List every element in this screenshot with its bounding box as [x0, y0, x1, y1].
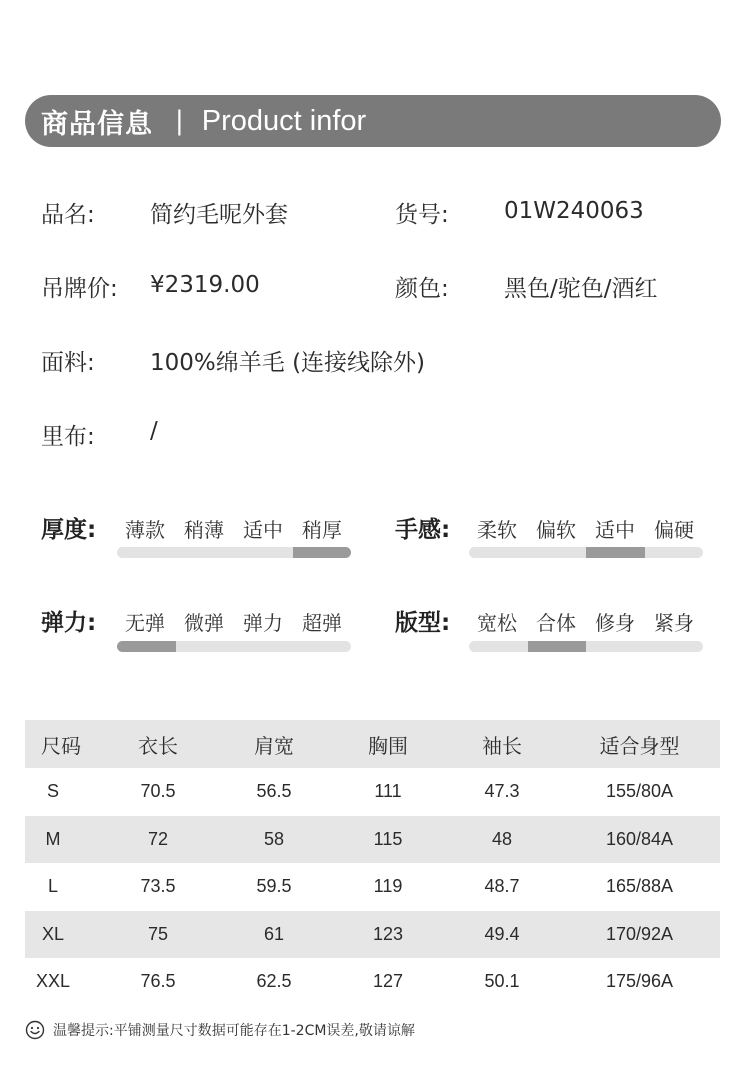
color-value: 黑色/驼色/酒红: [504, 276, 658, 302]
table-cell: 75: [99, 911, 217, 959]
table-cell: 119: [373, 876, 403, 897]
table-cell: 47.3: [484, 781, 520, 802]
feel-option: 适中: [595, 518, 635, 542]
thickness-indicator: [293, 547, 352, 558]
table-cell: 170/92A: [559, 911, 720, 959]
thickness-option: 稍厚: [302, 518, 342, 542]
thickness-options: [125, 514, 361, 543]
table-header-row: [25, 720, 720, 768]
table-cell: 127: [372, 971, 404, 992]
thickness-option: 薄款: [125, 518, 165, 542]
price-label: 吊牌价:: [41, 276, 118, 302]
table-cell: 59.5: [256, 876, 292, 897]
thickness-option: 适中: [243, 518, 283, 542]
color-label: 颜色:: [395, 276, 449, 302]
section-header: [25, 95, 721, 147]
elasticity-option: 微弹: [184, 611, 224, 635]
column-header: 袖长: [445, 720, 559, 768]
fabric-label: 面料:: [41, 350, 95, 376]
elasticity-indicator: [117, 641, 176, 652]
column-header: 肩宽: [217, 720, 331, 768]
thickness-scale: [117, 547, 351, 558]
feel-label: 手感:: [395, 517, 451, 543]
table-cell: 165/88A: [605, 876, 674, 897]
elasticity-scale: [117, 641, 351, 652]
size-table: [25, 720, 720, 1006]
fit-options: [477, 607, 713, 636]
elasticity-option: 弹力: [243, 611, 283, 635]
column-header: 胸围: [331, 720, 445, 768]
table-cell: 111: [374, 781, 402, 802]
tip-text: 温馨提示:平铺测量尺寸数据可能存在1-2CM误差,敬请谅解: [53, 1023, 415, 1039]
table-row: [25, 863, 720, 911]
thickness-label: 厚度:: [41, 517, 97, 543]
section-title-en: Product infor: [201, 104, 367, 137]
measurement-tip: [25, 1020, 415, 1040]
column-header: 尺码: [25, 720, 99, 768]
table-cell: XL: [25, 911, 99, 959]
table-cell: 61: [217, 911, 331, 959]
fit-option: 合体: [536, 611, 576, 635]
section-title-cn: 商品信息: [41, 108, 153, 140]
table-cell: 48.7: [484, 876, 520, 897]
lining-label: 里布:: [41, 424, 95, 450]
fit-indicator: [528, 641, 587, 652]
column-header: 衣长: [99, 720, 217, 768]
table-cell: L: [47, 876, 58, 897]
smiley-icon: [25, 1020, 45, 1040]
feel-indicator: [586, 547, 645, 558]
fabric-value: 100%绵羊毛 (连接线除外): [150, 350, 426, 376]
title-separator: |: [175, 106, 184, 136]
table-cell: 50.1: [484, 971, 520, 992]
lining-value: /: [150, 418, 158, 444]
column-header: 适合身型: [559, 720, 720, 768]
table-row: [25, 816, 720, 864]
table-cell: 72: [99, 816, 217, 864]
feel-option: 偏硬: [654, 518, 694, 542]
table-cell: 58: [217, 816, 331, 864]
feel-scale: [469, 547, 703, 558]
fit-option: 宽松: [477, 611, 517, 635]
table-cell: 115: [331, 816, 445, 864]
fit-option: 紧身: [654, 611, 694, 635]
table-cell: 48: [445, 816, 559, 864]
elasticity-option: 超弹: [302, 611, 342, 635]
table-cell: 175/96A: [605, 971, 674, 992]
elasticity-label: 弹力:: [41, 610, 97, 636]
sku-value: 01W240063: [504, 198, 644, 224]
table-row: [25, 911, 720, 959]
name-value: 简约毛呢外套: [150, 202, 288, 228]
fit-label: 版型:: [395, 610, 451, 636]
price-value: ¥2319.00: [150, 272, 260, 298]
table-cell: 70.5: [140, 781, 176, 802]
table-cell: 62.5: [256, 971, 292, 992]
table-cell: M: [25, 816, 99, 864]
table-row: [25, 958, 720, 1006]
feel-options: [477, 514, 713, 543]
thickness-option: 稍薄: [184, 518, 224, 542]
table-cell: 56.5: [256, 781, 292, 802]
fit-scale: [469, 641, 703, 652]
table-cell: S: [46, 781, 59, 802]
fit-option: 修身: [595, 611, 635, 635]
elasticity-options: [125, 607, 361, 636]
name-label: 品名:: [41, 202, 95, 228]
table-cell: 123: [331, 911, 445, 959]
table-cell: 160/84A: [559, 816, 720, 864]
table-row: [25, 768, 720, 816]
table-cell: 155/80A: [605, 781, 674, 802]
feel-option: 柔软: [477, 518, 517, 542]
table-cell: 76.5: [140, 971, 176, 992]
elasticity-option: 无弹: [125, 611, 165, 635]
feel-option: 偏软: [536, 518, 576, 542]
table-cell: 73.5: [140, 876, 176, 897]
table-cell: 49.4: [445, 911, 559, 959]
table-cell: XXL: [35, 971, 71, 992]
sku-label: 货号:: [395, 202, 449, 228]
